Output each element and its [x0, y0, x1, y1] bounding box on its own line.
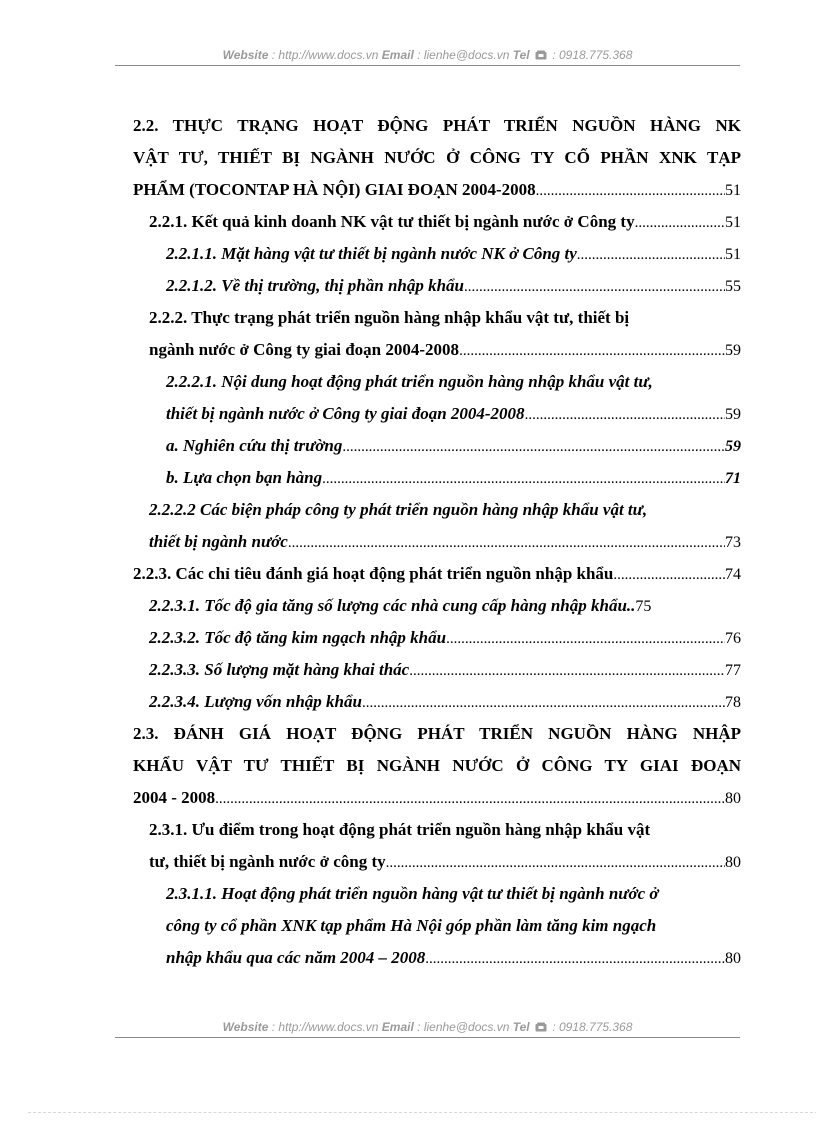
toc-leader-dots — [446, 629, 725, 649]
toc-2-2-2-1-line-1[interactable]: 2.2.2.1. Nội dung hoạt động phát triển nguồn hàng nhập khẩu vật tư, — [166, 372, 653, 391]
header-email-value[interactable]: : lienhe@docs.vn — [417, 48, 510, 62]
toc-leader-dots — [386, 853, 725, 873]
toc-2-3-line-3[interactable] — [133, 788, 741, 809]
footer-website-url[interactable]: : http://www.docs.vn — [271, 1020, 379, 1034]
toc-page-number: 51 — [725, 182, 741, 199]
toc-leader-dots — [342, 437, 725, 457]
toc-2-3-1-1-line-3[interactable] — [166, 948, 741, 969]
toc-leader-dots — [536, 181, 725, 201]
toc-2-3-line-2[interactable]: KHẨU VẬT TƯ THIẾT BỊ NGÀNH NƯỚC Ở CÔNG TY GIAI ĐOẠN — [133, 756, 741, 775]
toc-leader-dots — [425, 949, 725, 969]
toc-2-2-1-1[interactable] — [166, 244, 741, 265]
toc-2-2-2-2-line-2[interactable] — [149, 532, 741, 553]
toc-2-2-2-2-line-2-text: thiết bị ngành nước — [149, 532, 288, 551]
toc-page-number: 73 — [725, 534, 741, 551]
toc-2-2-3[interactable] — [133, 564, 741, 585]
toc-leader-dots — [577, 245, 725, 265]
page-footer — [115, 1020, 740, 1038]
toc-page-number: 74 — [725, 566, 741, 583]
toc-b[interactable] — [166, 468, 741, 489]
toc-2-2-2-line-2[interactable] — [149, 340, 741, 361]
toc-2-2-1-2[interactable] — [166, 276, 741, 297]
phone-icon — [535, 1022, 547, 1032]
header-tel-label: Tel — [512, 48, 530, 62]
toc-leader-dots — [459, 341, 725, 361]
toc-2-2-3-1-text: 2.2.3.1. Tốc độ gia tăng số lượng các nhà cung cấp hàng nhập khẩu.. — [149, 596, 636, 615]
toc-page-number: 71 — [725, 470, 741, 487]
toc-page-number: 59 — [725, 438, 741, 455]
toc-2-2-3-text: 2.2.3. Các chỉ tiêu đánh giá hoạt động phát triển nguồn nhập khẩu — [133, 564, 614, 583]
toc-page-number: 78 — [725, 694, 741, 711]
toc-page-number: 76 — [725, 630, 741, 647]
toc-page-number: 51 — [725, 214, 741, 231]
toc-page-number: 80 — [725, 854, 741, 871]
toc-2-2-3-4[interactable] — [149, 692, 741, 713]
toc-leader-dots — [322, 469, 725, 489]
toc-2-2-line-1[interactable]: 2.2. THỰC TRẠNG HOẠT ĐỘNG PHÁT TRIỂN NGUỒN HÀNG NK — [133, 116, 741, 135]
toc-2-2-1[interactable] — [149, 212, 741, 233]
toc-2-3-1-1-line-1[interactable]: 2.3.1.1. Hoạt động phát triển nguồn hàng vật tư thiết bị ngành nước ở — [166, 884, 659, 903]
toc-b-text: b. Lựa chọn bạn hàng — [166, 468, 323, 487]
toc-page-number: 55 — [725, 278, 741, 295]
toc-2-3-line-1[interactable]: 2.3. ĐÁNH GIÁ HOẠT ĐỘNG PHÁT TRIỂN NGUỒN HÀNG NHẬP — [133, 724, 741, 743]
toc-leader-dots — [288, 533, 725, 553]
footer-website-label: Website — [222, 1020, 269, 1034]
toc-leader-dots — [525, 405, 725, 425]
toc-2-2-2-2-line-1[interactable]: 2.2.2.2 Các biện pháp công ty phát triển nguồn hàng nhập khẩu vật tư, — [149, 500, 648, 519]
toc-2-2-2-1-line-2-text: thiết bị ngành nước ở Công ty giai đoạn 2004-2008 — [166, 404, 525, 423]
toc-leader-dots — [464, 277, 725, 297]
toc-a-text: a. Nghiên cứu thị trường — [166, 436, 343, 455]
footer-tel-value: : 0918.775.368 — [552, 1020, 633, 1034]
footer-email-value[interactable]: : lienhe@docs.vn — [417, 1020, 510, 1034]
toc-2-3-1-line-2[interactable] — [149, 852, 741, 873]
toc-leader-dots — [635, 213, 725, 233]
toc-2-3-1-line-1[interactable]: 2.3.1. Ưu điểm trong hoạt động phát triển nguồn hàng nhập khẩu vật — [149, 820, 651, 839]
toc-page-number: 59 — [725, 342, 741, 359]
toc-2-2-3-2[interactable] — [149, 628, 741, 649]
toc-page-number: 59 — [725, 406, 741, 423]
toc-leader-dots — [215, 789, 725, 809]
toc-page-number: 75 — [635, 598, 652, 615]
page-bottom-divider — [28, 1112, 816, 1113]
toc-2-3-1-1-line-2[interactable]: công ty cổ phần XNK tạp phẩm Hà Nội góp phần làm tăng kim ngạch — [166, 916, 657, 935]
header-tel-value: : 0918.775.368 — [552, 48, 633, 62]
toc-2-2-3-3-text: 2.2.3.3. Số lượng mặt hàng khai thác — [149, 660, 410, 679]
toc-a[interactable] — [166, 436, 741, 457]
toc-2-2-2-1-line-2[interactable] — [166, 404, 741, 425]
toc-2-2-3-4-text: 2.2.3.4. Lượng vốn nhập khẩu — [149, 692, 362, 711]
toc-page-number: 51 — [725, 246, 741, 263]
footer-email-label: Email — [381, 1020, 414, 1034]
toc-leader-dots — [409, 661, 725, 681]
toc-2-2-3-2-text: 2.2.3.2. Tốc độ tăng kim ngạch nhập khẩu — [149, 628, 447, 647]
toc-2-2-line-3-text: PHẨM (TOCONTAP HÀ NỘI) GIAI ĐOẠN 2004-2008 — [133, 180, 536, 199]
toc-2-2-line-2[interactable]: VẬT TƯ, THIẾT BỊ NGÀNH NƯỚC Ở CÔNG TY CỔ PHẦN XNK TẠP — [133, 148, 741, 167]
toc-2-2-2-line-2-text: ngành nước ở Công ty giai đoạn 2004-2008 — [149, 340, 460, 359]
toc-2-2-1-1-text: 2.2.1.1. Mặt hàng vật tư thiết bị ngành nước NK ở Công ty — [166, 244, 577, 263]
toc-2-2-2-line-1[interactable]: 2.2.2. Thực trạng phát triển nguồn hàng nhập khẩu vật tư, thiết bị — [149, 308, 630, 327]
toc-leader-dots — [613, 565, 725, 585]
toc-2-2-3-1[interactable] — [149, 596, 741, 617]
toc-2-2-1-text: 2.2.1. Kết quả kinh doanh NK vật tư thiết bị ngành nước ở Công ty — [149, 212, 635, 231]
toc-leader-dots — [362, 693, 725, 713]
toc-page-number: 80 — [725, 790, 741, 807]
footer-tel-label: Tel — [512, 1020, 530, 1034]
header-email-label: Email — [381, 48, 414, 62]
toc-2-2-line-3[interactable] — [133, 180, 741, 201]
toc-2-3-1-line-2-text: tư, thiết bị ngành nước ở công ty — [149, 852, 386, 871]
toc-2-2-1-2-text: 2.2.1.2. Về thị trường, thị phần nhập khẩu — [166, 276, 465, 295]
header-website-url[interactable]: : http://www.docs.vn — [271, 48, 379, 62]
toc-page-number: 77 — [725, 662, 741, 679]
header-website-label: Website — [222, 48, 269, 62]
toc-2-2-3-3[interactable] — [149, 660, 741, 681]
toc-2-3-1-1-line-3-text: nhập khẩu qua các năm 2004 – 2008 — [166, 948, 426, 967]
toc-2-3-line-3-text: 2004 - 2008 — [133, 788, 216, 807]
toc-page-number: 80 — [725, 950, 741, 967]
